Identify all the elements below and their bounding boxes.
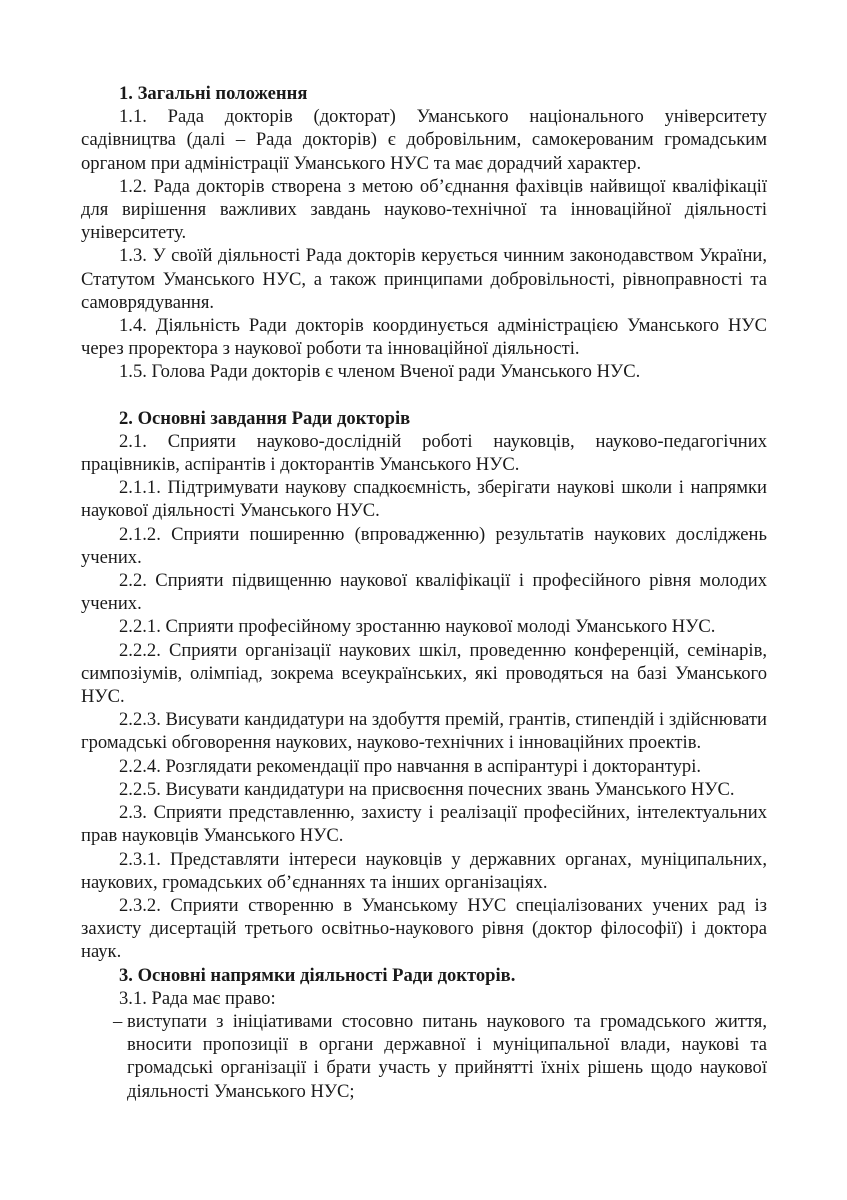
paragraph-1-3: 1.3. У своїй діяльності Рада докторів керується чинним законодавством України, Статутом Уманського НУС, а також принципами добровільності, рівноправності та самоврядування. — [81, 245, 767, 313]
paragraph-2-2-4: 2.2.4. Розглядати рекомендації про навчання в аспірантурі і докторантурі. — [119, 755, 702, 777]
list-item-3-1-a — [81, 1010, 767, 1103]
paragraph-2-1-2: 2.1.2. Сприяти поширенню (впровадженню) результатів наукових досліджень учених. — [81, 523, 767, 568]
section-3-title: 3. Основні напрямки діяльності Ради докторів. — [119, 964, 516, 986]
paragraph-2-2-5: 2.2.5. Висувати кандидатури на присвоєння почесних звань Уманського НУС. — [119, 778, 735, 800]
paragraph-2-2-1: 2.2.1. Сприяти професійному зростанню наукової молоді Уманського НУС. — [119, 616, 716, 638]
paragraph-2-1-1: 2.1.1. Підтримувати наукову спадкоємність, зберігати наукові школи і напрямки наукової діяльності Уманського НУС. — [81, 477, 767, 522]
section-1-title: 1. Загальні положення — [119, 83, 308, 104]
section-2-title: 2. Основні завдання Ради докторів — [119, 407, 411, 429]
paragraph-1-4: 1.4. Діяльність Ради докторів координується адміністрацією Уманського НУС через проректора з наукової роботи та інноваційної діяльності. — [81, 315, 767, 360]
dash-marker: – — [113, 1010, 123, 1032]
paragraph-1-1: 1.1. Рада докторів (докторат) Уманського національного університету садівництва (далі – Рада докторів) є добровільним, самокерованим громадським органом при адміністрації Уманського НУС та має дорадчий характер. — [81, 106, 767, 174]
section-spacer — [81, 384, 767, 407]
paragraph-3-1: 3.1. Рада має право: — [119, 987, 276, 1009]
paragraph-2-3-1: 2.3.1. Представляти інтереси науковців у державних органах, муніципальних, наукових, громадських об’єднаннях та інших організаціях. — [81, 848, 767, 893]
paragraph-2-1: 2.1. Сприяти науково-дослідній роботі науковців, науково-педагогічних працівників, аспірантів і докторантів Уманського НУС. — [81, 430, 767, 476]
paragraph-1-2: 1.2. Рада докторів створена з метою об’єднання фахівців найвищої кваліфікації для вирішення важливих завдань науково-технічної та інноваційної діяльності університету. — [81, 175, 767, 244]
document-body — [81, 82, 767, 1103]
paragraph-2-3-2: 2.3.2. Сприяти створенню в Уманському НУС спеціалізованих учених рад із захисту дисертацій третього освітньо-наукового рівня (доктор філософії) і доктора наук. — [81, 894, 767, 963]
paragraph-2-3: 2.3. Сприяти представленню, захисту і реалізації професійних, інтелектуальних прав науковців Уманського НУС. — [81, 802, 767, 847]
paragraph-2-2-3: 2.2.3. Висувати кандидатури на здобуття премій, грантів, стипендій і здійснювати громадські обговорення наукових, науково-технічних і інноваційних проектів. — [81, 709, 767, 754]
paragraph-2-2: 2.2. Сприяти підвищенню наукової кваліфікації і професійного рівня молодих учених. — [81, 570, 767, 615]
list-item-text: виступати з ініціативами стосовно питань наукового та громадського життя, вносити пропозиції в органи державної і муніципальної влади, наукові та громадські організації і брати участь у прийнятті їхніх рішень щодо наукової діяльності Уманського НУС; — [127, 1010, 767, 1102]
paragraph-2-2-2: 2.2.2. Сприяти організації наукових шкіл, проведенню конференцій, семінарів, симпозіумів, олімпіад, зокрема всеукраїнських, які проводяться на базі Уманського НУС. — [81, 639, 767, 708]
paragraph-1-5: 1.5. Голова Ради докторів є членом Вченої ради Уманського НУС. — [119, 361, 641, 383]
